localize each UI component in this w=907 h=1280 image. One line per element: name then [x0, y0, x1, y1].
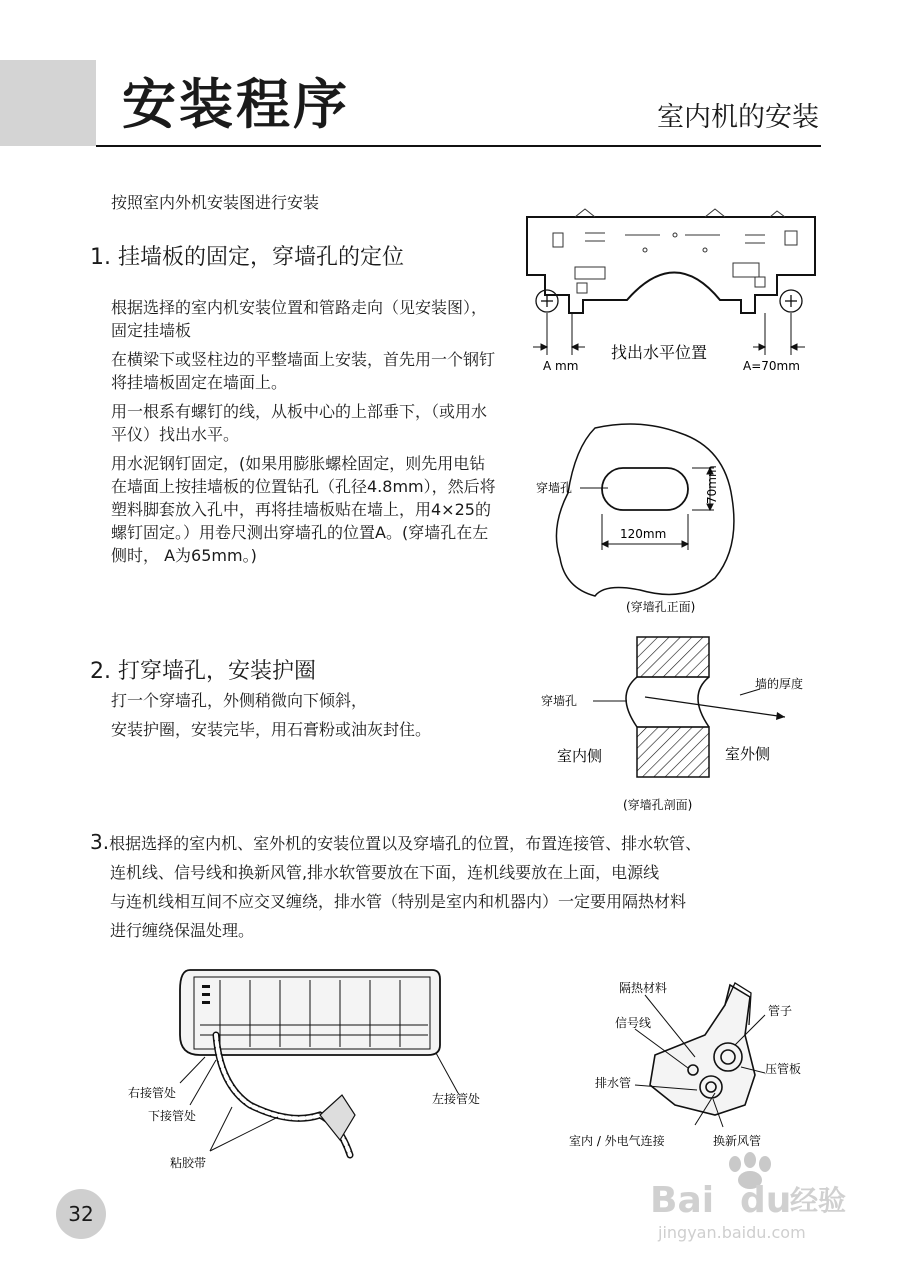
header-tab-block: [0, 60, 96, 146]
electrical-label: 室内 / 外电气连接: [569, 1134, 665, 1148]
pipe-section-figure: [555, 975, 820, 1155]
indoor-label: 室内侧: [557, 747, 603, 765]
section2-body: [111, 689, 501, 747]
baidu-watermark: [640, 1150, 870, 1250]
insulation-label: 隔热材料: [619, 981, 668, 995]
hole-section-caption: (穿墙孔剖面): [623, 798, 693, 812]
watermark-url: jingyan.baidu.com: [658, 1223, 806, 1242]
section3-number: 3.: [90, 830, 110, 854]
section2-paragraph: 安装护圈，安装完毕，用石膏粉或油灰封住。: [111, 720, 432, 739]
plate-dimension-left: A mm: [543, 359, 579, 373]
thickness-line: [645, 697, 785, 717]
section2-paragraph: 打一个穿墙孔，外侧稍微向下倾斜，: [111, 691, 368, 710]
section-hole-label: 穿墙孔: [541, 694, 578, 708]
hole-height-label: 70mm: [705, 465, 719, 504]
pipe-end: [320, 1095, 355, 1140]
fresh-air-label: 换新风管: [713, 1134, 762, 1148]
mounting-plate-outline: [527, 217, 815, 313]
intro-text: 按照室内外机安装图进行安装: [111, 193, 320, 212]
outdoor-label: 室外侧: [725, 745, 771, 763]
section3-line: 与连机线相互间不应交叉缠绕，排水管（特别是室内和机器内）一定要用隔热材料: [110, 892, 687, 911]
section3-body: [90, 828, 830, 945]
section1-heading: 1. 挂墙板的固定，穿墙孔的定位: [90, 245, 404, 270]
section3-line: 3.根据选择的室内机、室外机的安装位置以及穿墙孔的位置，布置连接管、排水软管、: [90, 830, 702, 854]
mounting-plate-details: [553, 209, 797, 293]
wall-hole-shape: [602, 468, 688, 510]
pipe-hole-circles: [536, 290, 802, 312]
hole-sleeve: [626, 677, 709, 727]
thickness-label: 墙的厚度: [755, 677, 804, 691]
section3-line: 连机线、信号线和换新风管,排水软管要放在下面，连机线要放在上面，电源线: [110, 863, 660, 882]
plate-dimension-right: A=70mm: [743, 359, 800, 373]
header-rule: [96, 145, 821, 147]
drain-label: 排水管: [595, 1076, 632, 1090]
left-pipe-label: 左接管处: [432, 1092, 481, 1106]
hole-label: 穿墙孔: [536, 481, 573, 495]
section1-paragraph: 用水泥钢钉固定，(如果用膨胀螺栓固定，则先用电钻在墙面上按挂墙板的位置钻孔（孔径4.8mm），然后将塑料脚套放入孔中，再将挂墙板贴在墙上，用4×25的螺钉固定。）用卷尺测出穿墙孔的位置A。(穿墙孔在左侧时， A为65mm。): [111, 454, 496, 565]
wall-upper-section: [637, 637, 709, 677]
section2-heading: 2. 打穿墙孔，安装护圈: [90, 659, 316, 684]
section1-paragraph: 用一根系有螺钉的线，从板中心的上部垂下，（或用水平仪）找出水平。: [111, 402, 488, 444]
indoor-unit-figure: [110, 965, 510, 1180]
section1-paragraph: 根据选择的室内机安装位置和管路走向（见安装图），固定挂墙板: [111, 298, 488, 340]
hole-width-label: 120mm: [620, 527, 667, 541]
signal-label: 信号线: [615, 1016, 652, 1030]
unit-vent-slots: [202, 985, 210, 1004]
bottom-pipe-label: 下接管处: [148, 1109, 197, 1123]
watermark-brand-a: Bai: [650, 1180, 715, 1221]
wall-lower-section: [637, 727, 709, 777]
watermark-brand-cn: 经验: [790, 1184, 847, 1217]
clamp-label: 压管板: [765, 1062, 802, 1076]
hole-front-figure: [520, 418, 750, 618]
page-title: 安装程序: [122, 73, 350, 136]
section3-line: 进行缠绕保温处理。: [110, 921, 255, 940]
page-subtitle: 室内机的安装: [657, 102, 819, 133]
page-number: 32: [56, 1189, 106, 1239]
hole-front-caption: (穿墙孔正面): [626, 600, 696, 614]
section1-paragraph: 在横梁下或竖柱边的平整墙面上安装，首先用一个钢钉将挂墙板固定在墙面上。: [111, 350, 496, 392]
plate-caption: 找出水平位置: [611, 343, 708, 362]
section1-body: [111, 296, 501, 573]
watermark-brand-b: du: [740, 1180, 792, 1221]
mounting-plate-figure: [515, 205, 835, 380]
pipe-label: 管子: [768, 1004, 793, 1018]
right-pipe-label: 右接管处: [128, 1086, 177, 1100]
tape-label: 粘胶带: [170, 1156, 207, 1170]
hole-section-figure: [535, 635, 825, 815]
